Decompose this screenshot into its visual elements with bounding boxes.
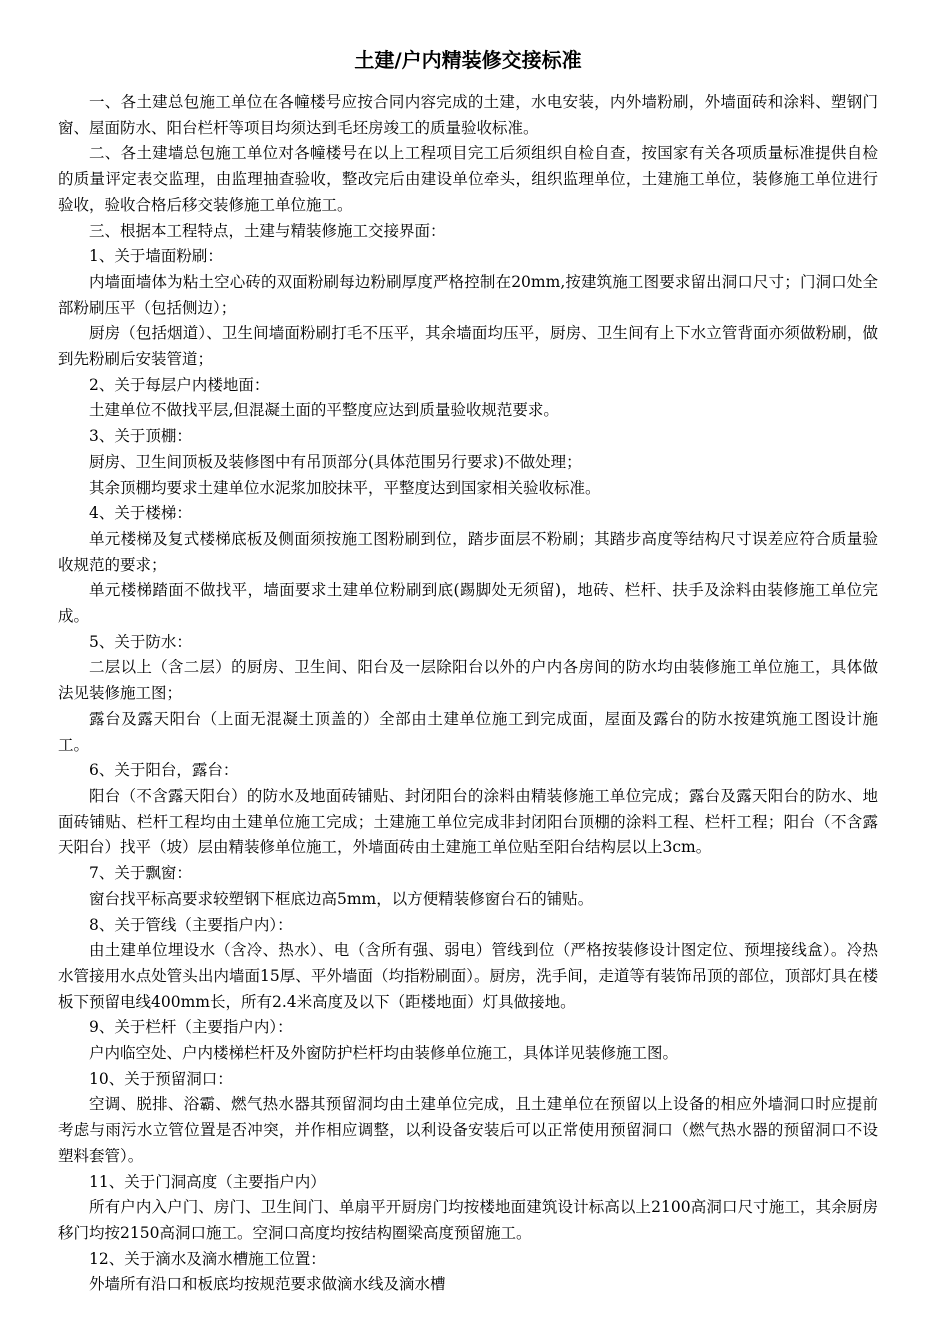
paragraph: 二、各土建墙总包施工单位对各幢楼号在以上工程项目完工后须组织自检自查，按国家有关各项质量标准提供自检的质量评定表交监理，由监理抽查验收，整改完后由建设单位牵头，组织监理单位，土建施工单位，装修施工单位进行验收，验收合格后移交装修施工单位施工。 [58, 144, 878, 214]
section-heading: 6、关于阳台，露台： [89, 761, 239, 780]
paragraph: 厨房（包括烟道）、卫生间墙面粉刷打毛不压平，其余墙面均压平，厨房、卫生间有上下水立管背面亦须做粉刷，做到先粉刷后安装管道； [58, 324, 878, 369]
section-heading: 10、关于预留洞口： [89, 1069, 233, 1088]
paragraph: 空调、脱排、浴霸、燃气热水器其预留洞均由土建单位完成，且土建单位在预留以上设备的相应外墙洞口时应提前考虑与雨污水立管位置是否冲突，并作相应调整，以利设备安装后可以正常使用预留洞口（燃气热水器的预留洞口不设塑料套管）。 [58, 1095, 878, 1165]
paragraph: 其余顶棚均要求土建单位水泥浆加胶抹平，平整度达到国家相关验收标准。 [89, 478, 601, 497]
paragraph: 土建单位不做找平层,但混凝土面的平整度应达到质量验收规范要求。 [89, 401, 559, 420]
section-heading: 12、关于滴水及滴水槽施工位置： [89, 1249, 326, 1268]
document-title: 土建/户内精装修交接标准 [354, 48, 582, 72]
paragraph: 厨房、卫生间顶板及装修图中有吊顶部分(具体范围另行要求)不做处理； [89, 452, 582, 471]
section-heading: 4、关于楼梯： [89, 504, 192, 523]
section-heading: 2、关于每层户内楼地面： [89, 375, 270, 394]
paragraph: 一、各土建总包施工单位在各幢楼号应按合同内容完成的土建，水电安装，内外墙粉刷，外墙面砖和涂料、塑钢门窗、屋面防水、阳台栏杆等项目均须达到毛坯房竣工的质量验收标准。 [58, 93, 878, 137]
paragraph: 由土建单位埋设水（含冷、热水）、电（含所有强、弱电）管线到位（严格按装修设计图定位、预埋接线盒）。冷热水管接用水点处管头出内墙面15厚、平外墙面（均指粉刷面）。厨房，洗手间，走道等有装饰吊顶的部位，顶部灯具在楼板下预留电线400mm长，所有2.4米高度及以下（距楼地面）灯具做接地。 [58, 941, 878, 1011]
paragraph: 单元楼梯及复式楼梯底板及侧面须按施工图粉刷到位，踏步面层不粉刷；其踏步高度等结构尺寸误差应符合质量验收规范的要求； [58, 529, 878, 574]
paragraph: 所有户内入户门、房门、卫生间门、单扇平开厨房门均按楼地面建筑设计标高以上2100高洞口尺寸施工，其余厨房移门均按2150高洞口施工。空洞口高度均按结构圈梁高度预留施工。 [58, 1198, 878, 1242]
section-heading: 8、关于管线（主要指户内）： [89, 915, 293, 934]
section-heading: 1、关于墙面粉刷： [89, 247, 223, 266]
paragraph: 阳台（不含露天阳台）的防水及地面砖铺贴、封闭阳台的涂料由精装修施工单位完成；露台及露天阳台的防水、地面砖铺贴、栏杆工程均由土建单位施工完成；土建施工单位完成非封闭阳台顶棚的涂料工程、栏杆工程；阳台（不含露天阳台）找平（坡）层由精装修单位施工，外墙面砖由土建施工单位贴至阳台结构层以上3cm。 [58, 786, 878, 857]
paragraph: 单元楼梯踏面不做找平，墙面要求土建单位粉刷到底(踢脚处无须留)，地砖、栏杆、扶手及涂料由装修施工单位完成。 [58, 581, 878, 626]
paragraph: 二层以上（含二层）的厨房、卫生间、阳台及一层除阳台以外的户内各房间的防水均由装修施工单位施工，具体做法见装修施工图； [58, 658, 878, 703]
paragraph: 露台及露天阳台（上面无混凝土顶盖的）全部由土建单位施工到完成面，屋面及露台的防水按建筑施工图设计施工。 [58, 709, 878, 754]
section-heading: 9、关于栏杆（主要指户内）： [89, 1018, 293, 1037]
paragraph: 外墙所有沿口和板底均按规范要求做滴水线及滴水槽 [89, 1275, 446, 1294]
section-heading: 11、关于门洞高度（主要指户内） [89, 1172, 326, 1191]
paragraph: 内墙面墙体为粘土空心砖的双面粉刷每边粉刷厚度严格控制在20mm,按建筑施工图要求留出洞口尺寸；门洞口处全部粉刷压平（包括侧边）； [58, 272, 878, 317]
document-body [58, 90, 878, 1298]
section-heading: 3、关于顶棚： [89, 427, 192, 446]
section-heading: 7、关于飘窗： [89, 864, 192, 883]
section-heading: 5、关于防水： [89, 632, 192, 651]
paragraph: 三、根据本工程特点，土建与精装修施工交接界面： [89, 221, 446, 240]
paragraph: 窗台找平标高要求较塑钢下框底边高5mm，以方便精装修窗台石的铺贴。 [89, 889, 594, 908]
paragraph: 户内临空处、户内楼梯栏杆及外窗防护栏杆均由装修单位施工，具体详见装修施工图。 [89, 1044, 679, 1063]
